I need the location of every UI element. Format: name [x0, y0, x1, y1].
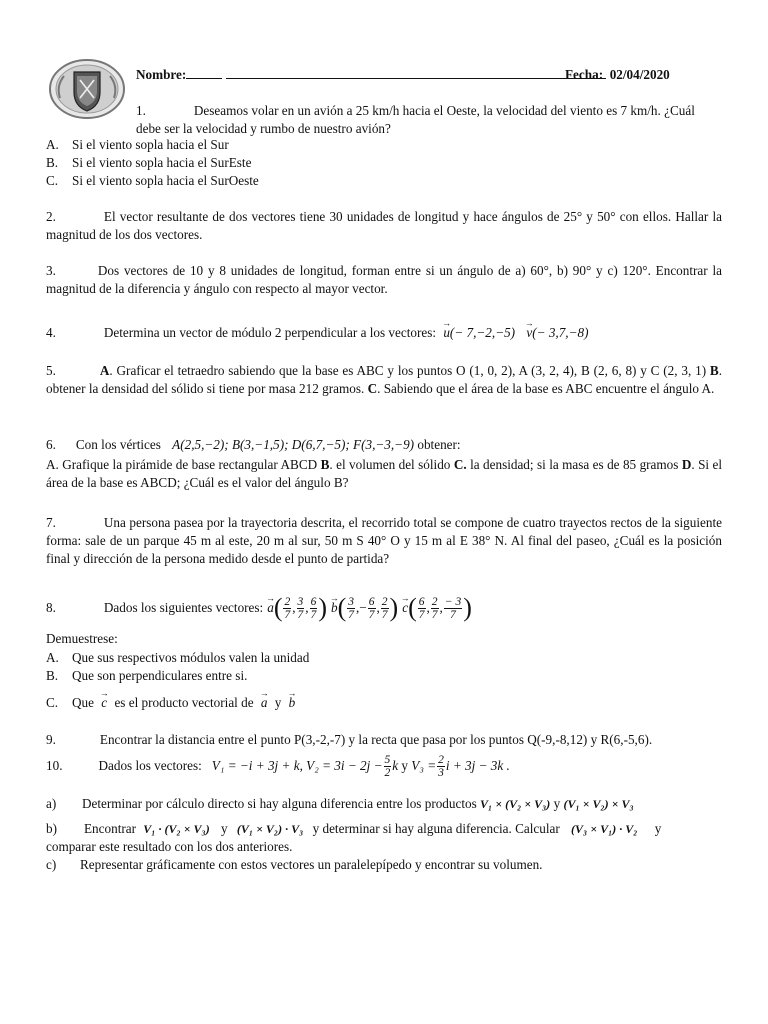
sign: −: [359, 600, 367, 615]
vector-v: → v: [526, 324, 532, 342]
vector-name: → a: [267, 599, 274, 617]
fraction: $\frac{6}{7}$: [418, 595, 425, 621]
fraction: $\frac{6}{7}$: [310, 595, 317, 621]
school-crest-logo: [48, 58, 126, 120]
question-3: 3. Dos vectores de 10 y 8 unidades de longitud, forman entre si un ángulo de a) 60°, b) 90° y c) 120°. Encontrar la magnitud de la diferencia y ángulo con respecto al mayor vector.: [46, 263, 722, 296]
q10-part-a: a) Determinar por cálculo directo si hay alguna diferencia entre los productos V₁ × (V₂ × V₃) y (V₁ × V₂) × V₃: [46, 796, 634, 811]
vector-a: → a ( $\frac{2}{7}$ , $\frac{3}{7}$ , $\frac{6}{7}$ ): [267, 596, 327, 621]
q10-part-c: c) Representar gráficamente con estos vectores un paralelepípedo y encontrar su volumen.: [46, 857, 543, 872]
fraction: $\frac{2}{7}$: [284, 595, 291, 621]
vertices-expr: A(2,5,−2); B(3,−1,5); D(6,7,−5); F(3,−3,−9): [172, 437, 415, 452]
question-8: 8. Dados los siguientes vectores: → a ( $\frac{2}{7}$ , $\frac{3}{7}$ , $\frac{6}{7}$ ) → b ( $\frac{3}{7}$ , − $\frac{6}{7}$ , $\frac{2}{7}$ ) → c ( $\frac{6}{7}$ , $\frac{2}{7}$ , $\frac{- 3}{7}$ ): [46, 590, 722, 626]
vector-u: → u: [443, 324, 450, 342]
date-label: Fecha:: [565, 67, 604, 82]
question-6-line-1: 6. Con los vértices A(2,5,−2); B(3,−1,5); D(6,7,−5); F(3,−3,−9) obtener:: [46, 437, 461, 452]
question-number: 1.: [136, 103, 146, 118]
q10-part-b-line-2: comparar este resultado con los dos anteriores.: [46, 839, 293, 854]
name-label: Nombre:: [136, 67, 187, 82]
q1-option-b: B. Si el viento sopla hacia el SurEste: [46, 155, 252, 170]
vector-name: → c: [402, 599, 408, 617]
name-blank-long: [226, 66, 606, 79]
name-field: [136, 66, 606, 84]
date-field: [565, 66, 670, 84]
fraction: $\frac{3}{7}$: [348, 595, 355, 621]
question-1: [136, 102, 722, 138]
q1-option-a: A. Si el viento sopla hacia el Sur: [46, 137, 229, 152]
q8-vectors: [267, 593, 476, 622]
q8-option-c: C. Que → c es el producto vectorial de → a y → b: [46, 694, 295, 712]
vector-v-components: (− 3,7,−8): [532, 325, 589, 340]
vector-u-components: (− 7,−2,−5): [449, 325, 516, 340]
q1-option-c: C. Si el viento sopla hacia el SurOeste: [46, 173, 259, 188]
fraction: $\frac{2}{7}$: [431, 595, 438, 621]
question-7: 7. Una persona pasea por la trayectoria descrita, el recorrido total se compone de cuatro trayectos rectos de la siguiente forma: sale de un parque 45 m al este, 20 m al sur, 50 m S 40° O y 15 m al E 38° N. Al final del paseo, ¿Cuál es la posición final y dirección de la persona medido desde el punto de partida?: [46, 515, 722, 566]
fraction: $\frac{2}{7}$: [381, 595, 388, 621]
vector-b: → b ( $\frac{3}{7}$ , − $\frac{6}{7}$ , $\frac{2}{7}$ ): [331, 596, 398, 621]
fraction: $\frac{6}{7}$: [368, 595, 375, 621]
vector-name: → b: [331, 599, 338, 617]
date-value: 02/04/2020: [609, 67, 670, 82]
question-9: 9. Encontrar la distancia entre el punto P(3,-2,-7) y la recta que pasa por los puntos Q(-9,-8,12) y R(6,-5,6).: [46, 732, 653, 747]
question-5: 5. A. Graficar el tetraedro sabiendo que la base es ABC y los puntos O (1, 0, 2), A (3, 2, 4), B (2, 6, 8) y C (2, 3, 1) B. obtener la densidad del sólido si tiene por masa 212 gramos. C. Sabiendo que el área de la base es ABC encuentre el ángulo A.: [46, 363, 723, 396]
name-blank-short: [186, 66, 222, 79]
vector-c: → c ( $\frac{6}{7}$ , $\frac{2}{7}$ , $\frac{- 3}{7}$ ): [402, 596, 472, 621]
question-text: Deseamos volar en un avión a 25 km/h hacia el Oeste, la velocidad del viento es 7 km/h. ¿Cuál debe ser la velocidad y rumbo de nuestro avión?: [136, 103, 695, 136]
q8-option-b: B. Que son perpendiculares entre si.: [46, 668, 248, 683]
fraction: $\frac{3}{7}$: [297, 595, 304, 621]
question-4: 4. Determina un vector de módulo 2 perpendicular a los vectores: → u(− 7,−2,−5) → v(− 3,7,−8): [46, 324, 722, 342]
question-6-line-2: A. Grafique la pirámide de base rectangular ABCD B. el volumen del sólido C. la densidad; si la masa es de 85 gramos D. Si el área de la base es ABCD; ¿Cuál es el valor del ángulo B?: [46, 457, 723, 490]
q10-part-b-line-1: b) Encontrar V₁ · (V₂ × V₃) y (V₁ × V₂) · V₃ y determinar si hay alguna diferencia. Calcular (V₃ × V₁) · V₂ y: [46, 821, 662, 836]
fraction: $\frac{- 3}{7}$: [444, 595, 462, 621]
question-2: 2. El vector resultante de dos vectores tiene 30 unidades de longitud y hace ángulos de 25° y 50° con ellos. Hallar la magnitud de los dos vectores.: [46, 209, 722, 242]
demuestrese-label: Demuestrese:: [46, 631, 118, 646]
q8-option-a: A. Que sus respectivos módulos valen la unidad: [46, 650, 310, 665]
question-10: 10. Dados los vectores: V₁ = −i + 3j + k , V₂ = 3i − 2j − $\frac{5}{2}$ k y V₃ = $\frac{2}{3}$ i + 3j − 3k .: [46, 753, 510, 779]
